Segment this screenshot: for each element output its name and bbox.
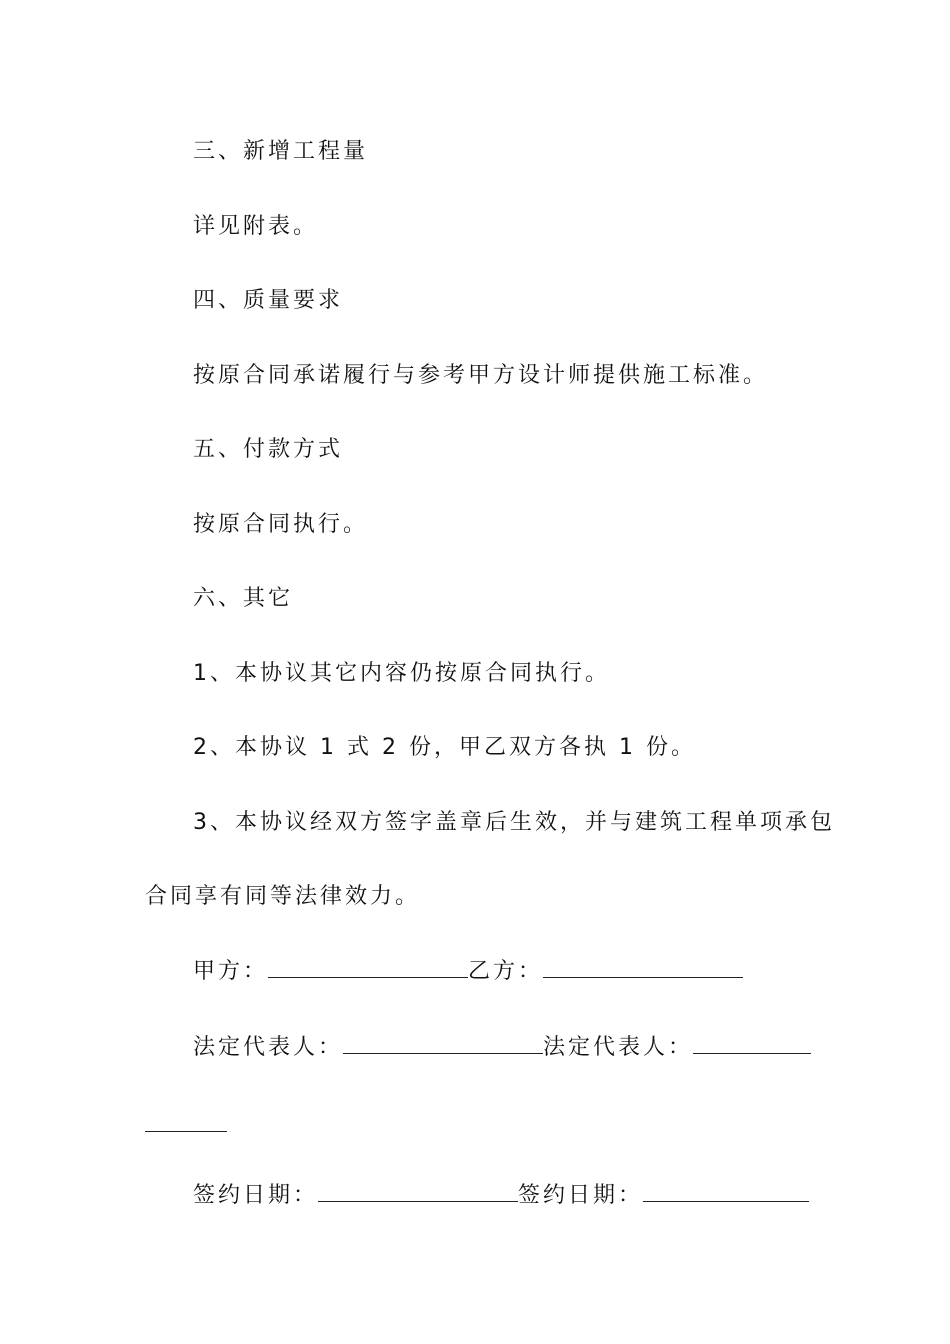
party-a-blank — [268, 957, 468, 978]
section-4-body: 按原合同承诺履行与参考甲方设计师提供施工标准。 — [193, 363, 769, 388]
section-5-body: 按原合同执行。 — [193, 512, 369, 537]
date-a-label: 签约日期： — [193, 1183, 319, 1208]
section-6-item-3-line-2: 合同享有同等法律效力。 — [145, 884, 421, 909]
legal-rep-a-label: 法定代表人： — [193, 1035, 344, 1060]
date-b-label: 签约日期： — [518, 1183, 644, 1208]
legal-rep-b-blank — [693, 1033, 811, 1054]
section-6-item-1: 1、本协议其它内容仍按原合同执行。 — [193, 661, 610, 686]
party-b-label: 乙方： — [468, 959, 544, 984]
date-b-blank — [643, 1181, 809, 1202]
section-6-heading: 六、其它 — [193, 586, 294, 611]
section-4-heading: 四、质量要求 — [193, 288, 344, 313]
section-6-item-2: 2、本协议 1 式 2 份，甲乙双方各执 1 份。 — [193, 735, 696, 760]
section-3-heading: 三、新增工程量 — [193, 139, 369, 164]
party-b-blank — [543, 957, 743, 978]
date-signature-row — [193, 1181, 809, 1211]
section-6-item-3-line-1: 3、本协议经双方签字盖章后生效，并与建筑工程单项承包 — [193, 810, 835, 835]
section-3-body: 详见附表。 — [193, 214, 319, 239]
date-a-blank — [318, 1181, 518, 1202]
legal-rep-a-blank — [343, 1033, 543, 1054]
party-a-label: 甲方： — [193, 959, 269, 984]
legal-rep-signature-row — [193, 1033, 811, 1063]
section-5-heading: 五、付款方式 — [193, 437, 344, 462]
legal-rep-b-blank-continuation — [145, 1131, 227, 1132]
legal-rep-b-label: 法定代表人： — [543, 1035, 694, 1060]
party-signature-row — [193, 957, 743, 987]
